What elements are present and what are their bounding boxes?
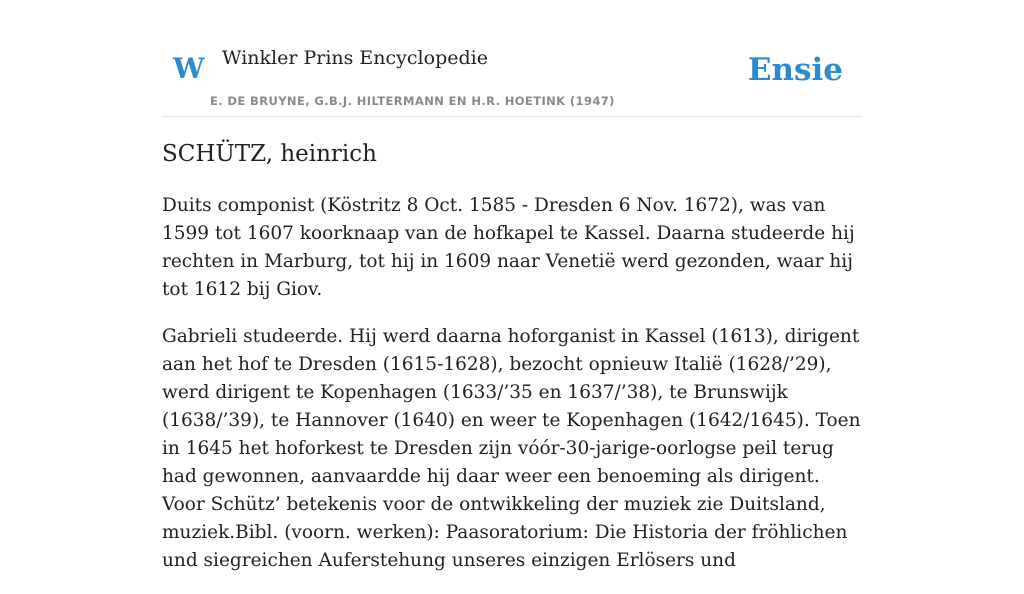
winkler-prins-logo[interactable]: W xyxy=(173,52,205,85)
article xyxy=(162,138,862,594)
site-subtitle: E. DE BRUYNE, G.B.J. HILTERMANN EN H.R. HOETINK (1947) xyxy=(210,94,615,108)
article-paragraph: Gabrieli studeerde. Hij werd daarna hoforganist in Kassel (1613), dirigent aan het hof te Dresden (1615-1628), bezocht opnieuw Italië (1628/’29), werd dirigent te Kopenhagen (1633/’35 en 1637/’38), te Brunswijk (1638/’39), te Hannover (1640) en weer te Kopenhagen (1642/1645). Toen in 1645 het hoforkest te Dresden zijn vóór-30-jarige-oorlogse peil terug had gewonnen, aanvaardde hij daar weer een benoeming als dirigent. Voor Schütz’ betekenis voor de ontwikkeling der muziek zie Duitsland, muziek.Bibl. (voorn. werken): Paasoratorium: Die Historia der fröhlichen und siegreichen Auferstehung unseres einzigen Erlösers und xyxy=(162,326,861,571)
entry-title: SCHÜTZ, heinrich xyxy=(162,141,377,167)
ensie-brand-logo[interactable]: Ensie xyxy=(747,52,843,88)
site-header xyxy=(162,0,862,117)
site-title[interactable]: Winkler Prins Encyclopedie xyxy=(222,47,488,69)
article-paragraph: Duits componist (Köstritz 8 Oct. 1585 - Dresden 6 Nov. 1672), was van 1599 tot 1607 koorknaap van de hofkapel te Kassel. Daarna studeerde hij rechten in Marburg, tot hij in 1609 naar Venetië werd gezonden, waar hij tot 1612 bij Giov. xyxy=(162,195,855,300)
